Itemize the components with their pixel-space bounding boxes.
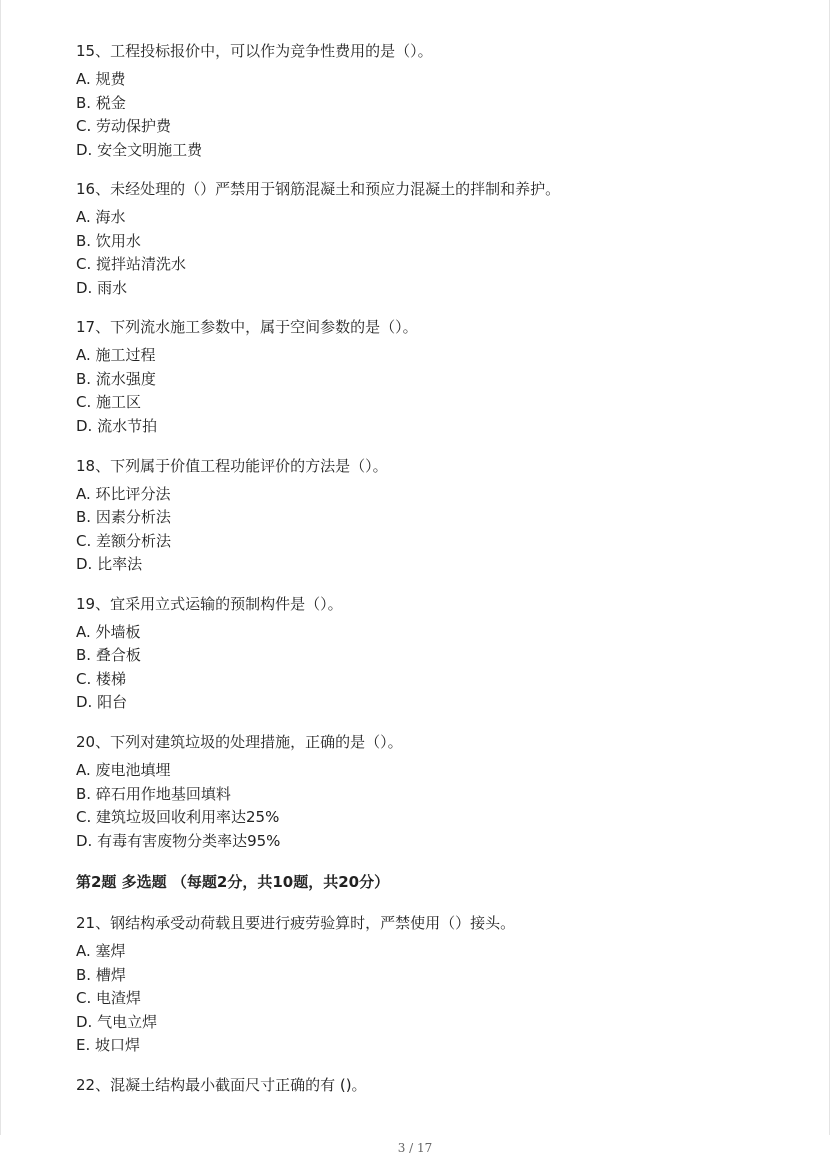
option-item: A. 环比评分法 [76, 484, 171, 503]
option-item: A. 施工过程 [76, 346, 156, 365]
option-item: D. 阳台 [76, 693, 128, 712]
option-item: C. 差额分析法 [76, 531, 172, 550]
option-item: D. 安全文明施工费 [76, 140, 203, 159]
question-title: 22、混凝土结构最小截面尺寸正确的有 ()。 [76, 1076, 367, 1094]
option-item: D. 流水节拍 [76, 416, 158, 435]
option-item: B. 碎石用作地基回填料 [76, 784, 231, 803]
option-item: D. 有毒有害废物分类率达95% [76, 831, 281, 850]
question-title: 19、宜采用立式运输的预制构件是（）。 [76, 594, 343, 613]
option-item: D. 雨水 [76, 278, 128, 297]
option-item: B. 因素分析法 [76, 508, 171, 527]
option-item: C. 楼梯 [76, 669, 127, 688]
option-item: D. 气电立焊 [76, 1012, 158, 1031]
option-item: C. 电渣焊 [76, 989, 142, 1007]
option-item: C. 建筑垃圾回收利用率达25% [76, 808, 280, 826]
question-title: 17、下列流水施工参数中，属于空间参数的是（）。 [76, 318, 418, 337]
question-title: 15、工程投标报价中，可以作为竞争性费用的是（）。 [76, 42, 433, 60]
option-item: B. 槽焊 [76, 965, 126, 984]
option-item: A. 海水 [76, 208, 126, 227]
option-item: A. 外墙板 [76, 622, 141, 641]
option-item: C. 搅拌站清洗水 [76, 255, 187, 274]
question-title: 18、下列属于价值工程功能评价的方法是（）。 [76, 456, 388, 475]
option-item: E. 坡口焊 [76, 1036, 141, 1054]
option-item: C. 劳动保护费 [76, 117, 172, 135]
option-item: B. 饮用水 [76, 231, 141, 250]
option-item: A. 废电池填埋 [76, 761, 171, 779]
option-item: B. 流水强度 [76, 369, 156, 388]
question-title: 20、下列对建筑垃圾的处理措施，正确的是（）。 [76, 733, 403, 751]
option-item: B. 税金 [76, 93, 126, 112]
page-number: 3 / 17 [397, 1141, 433, 1155]
option-item: A. 规费 [76, 70, 126, 88]
question-title: 16、未经处理的（）严禁用于钢筋混凝土和预应力混凝土的拌制和养护。 [76, 180, 561, 199]
option-item: A. 塞焊 [76, 942, 126, 960]
option-item: B. 叠合板 [76, 646, 141, 665]
question-title: 21、钢结构承受动荷载且要进行疲劳验算时，严禁使用（）接头。 [76, 914, 516, 932]
option-item: C. 施工区 [76, 393, 142, 412]
option-item: D. 比率法 [76, 555, 143, 574]
section-header: 第2题 多选题 （每题2分，共10题，共20分） [76, 873, 390, 891]
